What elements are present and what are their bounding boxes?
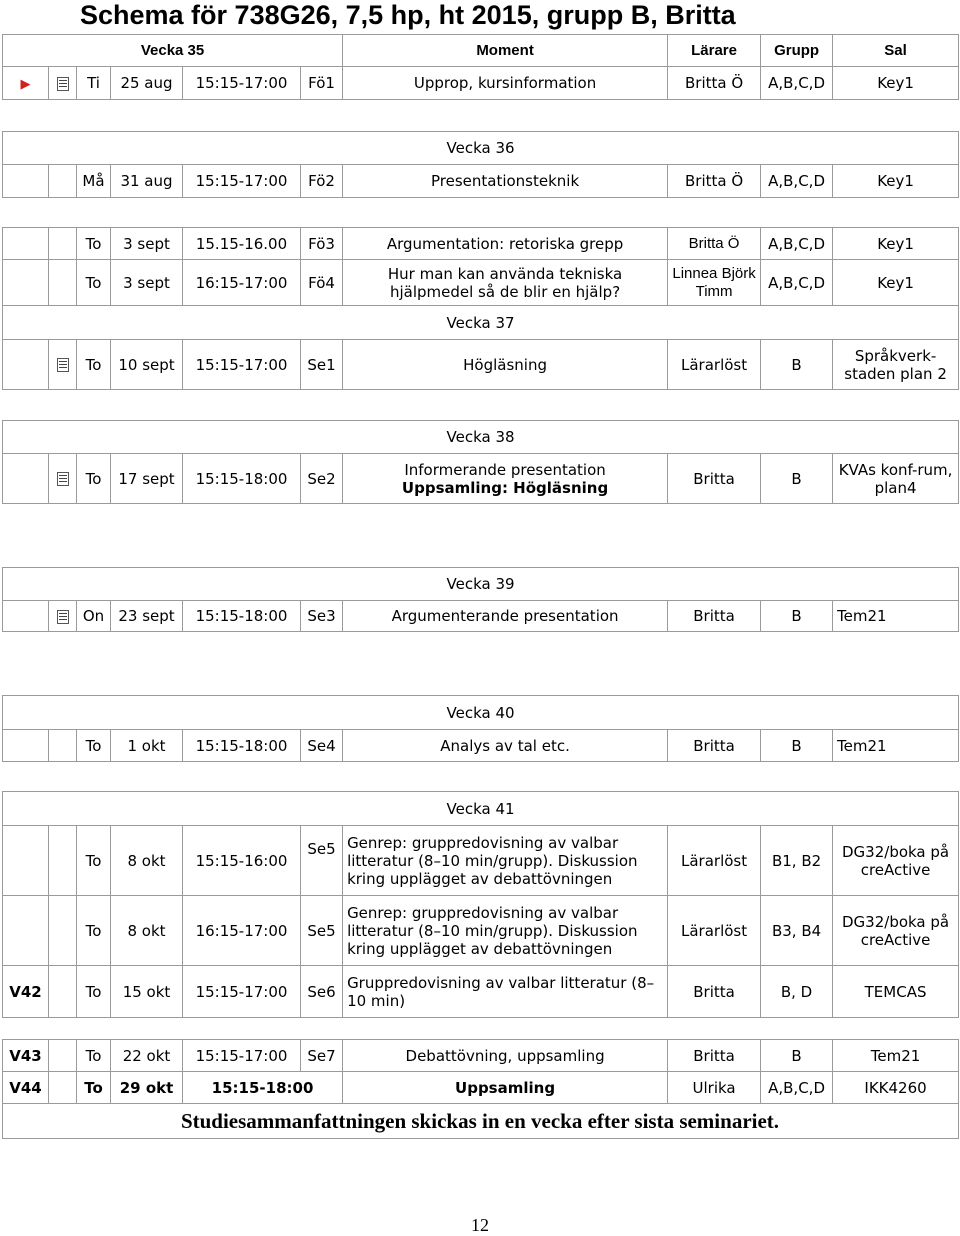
table-row (3, 601, 959, 632)
group-cell: B1, B2 (761, 826, 833, 896)
date-cell: 31 aug (111, 165, 183, 198)
table-row (3, 165, 959, 198)
spacer (3, 100, 959, 132)
room-cell: TEMCAS (833, 966, 959, 1018)
code-cell: Se5 (301, 826, 343, 896)
day-cell: To (77, 896, 111, 966)
date-cell: 22 okt (111, 1040, 183, 1072)
table-row (3, 67, 959, 100)
week-39-heading: Vecka 39 (3, 568, 959, 601)
document-icon (49, 601, 77, 632)
spacer (3, 390, 959, 421)
day-cell: To (77, 1040, 111, 1072)
teacher-cell: Ulrika (668, 1072, 761, 1104)
table-row (3, 228, 959, 260)
red-arrow-icon: ▶ (3, 67, 49, 100)
time-cell: 15:15-17:00 (183, 1040, 301, 1072)
group-cell: A,B,C,D (761, 67, 833, 100)
room-cell: Key1 (833, 260, 959, 306)
time-cell: 16:15-17:00 (183, 896, 301, 966)
table-row (3, 896, 959, 966)
room-cell: Tem21 (833, 601, 959, 632)
day-cell: To (77, 826, 111, 896)
document-icon (49, 67, 77, 100)
group-cell: B3, B4 (761, 896, 833, 966)
code-cell: Se4 (301, 730, 343, 762)
teacher-cell: Britta (668, 1040, 761, 1072)
date-cell: 29 okt (111, 1072, 183, 1104)
table-row (3, 340, 959, 390)
week-36-heading: Vecka 36 (3, 132, 959, 165)
page-title: Schema för 738G26, 7,5 hp, ht 2015, grupp B, Britta (80, 0, 736, 30)
code-cell: Fö4 (301, 260, 343, 306)
header-row (3, 35, 959, 67)
day-cell: To (77, 260, 111, 306)
room-cell: Key1 (833, 228, 959, 260)
date-cell: 25 aug (111, 67, 183, 100)
week-row (3, 306, 959, 340)
time-cell: 15:15-17:00 (183, 966, 301, 1018)
time-cell: 15.15-16.00 (183, 228, 301, 260)
group-column-header: Grupp (761, 35, 833, 67)
moment-cell: Presentationsteknik (343, 165, 668, 198)
teacher-cell: Lärarlöst (668, 340, 761, 390)
teacher-cell: Britta (668, 454, 761, 504)
room-cell: KVAs konf-rum, plan4 (833, 454, 959, 504)
week-label-cell: V44 (3, 1072, 49, 1104)
table-row (3, 454, 959, 504)
time-cell: 15:15-17:00 (183, 165, 301, 198)
time-cell: 16:15-17:00 (183, 260, 301, 306)
time-cell: 15:15-18:00 (183, 601, 301, 632)
room-cell: IKK4260 (833, 1072, 959, 1104)
week-row (3, 568, 959, 601)
table-row (3, 730, 959, 762)
room-cell: Språkverk-staden plan 2 (833, 340, 959, 390)
week-row (3, 421, 959, 454)
spacer (3, 198, 959, 228)
date-cell: 10 sept (111, 340, 183, 390)
day-cell: To (77, 228, 111, 260)
date-cell: 1 okt (111, 730, 183, 762)
group-cell: B (761, 730, 833, 762)
code-cell: Se6 (301, 966, 343, 1018)
code-cell: Se1 (301, 340, 343, 390)
group-cell: A,B,C,D (761, 1072, 833, 1104)
document-icon (49, 454, 77, 504)
moment-line: Informerande presentation (404, 460, 606, 479)
room-cell: Key1 (833, 67, 959, 100)
date-cell: 17 sept (111, 454, 183, 504)
teacher-cell: Lärarlöst (668, 826, 761, 896)
week-row (3, 132, 959, 165)
spacer (3, 632, 959, 696)
teacher-cell: Britta (668, 966, 761, 1018)
spacer (3, 1018, 959, 1040)
week-label-cell: V43 (3, 1040, 49, 1072)
date-cell: 8 okt (111, 826, 183, 896)
code-cell: Fö1 (301, 67, 343, 100)
code-cell: Se3 (301, 601, 343, 632)
week-40-heading: Vecka 40 (3, 696, 959, 730)
table-row (3, 260, 959, 306)
teacher-cell: Britta (668, 730, 761, 762)
moment-cell: Argumenterande presentation (343, 601, 668, 632)
day-cell: On (77, 601, 111, 632)
week-37-heading: Vecka 37 (3, 306, 959, 340)
time-cell: 15:15-18:00 (183, 1072, 343, 1104)
date-cell: 3 sept (111, 228, 183, 260)
code-cell: Fö2 (301, 165, 343, 198)
table-row (3, 826, 959, 896)
date-cell: 3 sept (111, 260, 183, 306)
spacer (3, 762, 959, 792)
schedule-table (2, 34, 959, 1139)
moment-cell: Argumentation: retoriska grepp (343, 228, 668, 260)
table-row (3, 966, 959, 1018)
day-cell: To (77, 340, 111, 390)
moment-cell: Debattövning, uppsamling (343, 1040, 668, 1072)
time-cell: 15:15-16:00 (183, 826, 301, 896)
moment-cell: Uppsamling (343, 1072, 668, 1104)
group-cell: B (761, 1040, 833, 1072)
day-cell: Ti (77, 67, 111, 100)
room-cell: Tem21 (833, 730, 959, 762)
moment-cell: Genrep: gruppredovisning av valbar litteratur (8–10 min/grupp). Diskussion kring upplägget av debattövningen (343, 826, 668, 896)
day-cell: To (77, 454, 111, 504)
room-cell: Tem21 (833, 1040, 959, 1072)
week-row (3, 792, 959, 826)
week-38-heading: Vecka 38 (3, 421, 959, 454)
teacher-column-header: Lärare (668, 35, 761, 67)
week-label-cell: V42 (3, 966, 49, 1018)
group-cell: A,B,C,D (761, 228, 833, 260)
teacher-cell: Britta (668, 601, 761, 632)
table-row (3, 1072, 959, 1104)
room-cell: Key1 (833, 165, 959, 198)
group-cell: B (761, 601, 833, 632)
day-cell: To (77, 1072, 111, 1104)
room-cell: DG32/boka på creActive (833, 826, 959, 896)
teacher-cell: Linnea Björk Timm (668, 260, 761, 306)
page-number: 12 (471, 1215, 489, 1235)
time-cell: 15:15-18:00 (183, 454, 301, 504)
room-column-header: Sal (833, 35, 959, 67)
room-cell: DG32/boka på creActive (833, 896, 959, 966)
moment-column-header: Moment (343, 35, 668, 67)
date-cell: 8 okt (111, 896, 183, 966)
teacher-cell: Lärarlöst (668, 896, 761, 966)
date-cell: 23 sept (111, 601, 183, 632)
moment-line-bold: Uppsamling: Högläsning (401, 478, 609, 497)
footnote: Studiesammanfattningen skickas in en vecka efter sista seminariet. (180, 1108, 780, 1133)
spacer (3, 504, 959, 568)
day-cell: Må (77, 165, 111, 198)
moment-cell: Gruppredovisning av valbar litteratur (8–10 min) (343, 966, 668, 1018)
week-row (3, 696, 959, 730)
moment-cell: Hur man kan använda tekniska hjälpmedel så de blir en hjälp? (343, 260, 668, 306)
moment-cell (343, 454, 668, 504)
teacher-cell: Britta Ö (668, 228, 761, 260)
group-cell: A,B,C,D (761, 260, 833, 306)
group-cell: A,B,C,D (761, 165, 833, 198)
week-41-heading: Vecka 41 (3, 792, 959, 826)
day-cell: To (77, 730, 111, 762)
group-cell: B, D (761, 966, 833, 1018)
document-icon (49, 340, 77, 390)
time-cell: 15:15-18:00 (183, 730, 301, 762)
week-35-heading: Vecka 35 (3, 35, 343, 67)
group-cell: B (761, 454, 833, 504)
day-cell: To (77, 966, 111, 1018)
moment-cell: Genrep: gruppredovisning av valbar litteratur (8–10 min/grupp). Diskussion kring upplägget av debattövningen (343, 896, 668, 966)
teacher-cell: Britta Ö (668, 67, 761, 100)
code-cell: Se7 (301, 1040, 343, 1072)
date-cell: 15 okt (111, 966, 183, 1018)
code-cell: Se5 (301, 896, 343, 966)
moment-cell: Upprop, kursinformation (343, 67, 668, 100)
code-cell: Fö3 (301, 228, 343, 260)
moment-cell: Högläsning (343, 340, 668, 390)
moment-cell: Analys av tal etc. (343, 730, 668, 762)
code-cell: Se2 (301, 454, 343, 504)
table-row (3, 1040, 959, 1072)
time-cell: 15:15-17:00 (183, 67, 301, 100)
group-cell: B (761, 340, 833, 390)
teacher-cell: Britta Ö (668, 165, 761, 198)
time-cell: 15:15-17:00 (183, 340, 301, 390)
